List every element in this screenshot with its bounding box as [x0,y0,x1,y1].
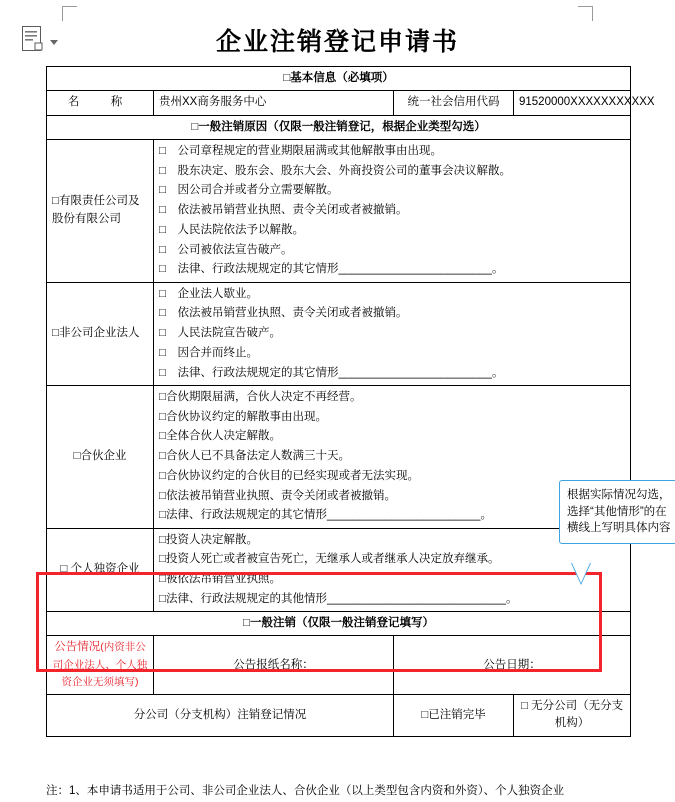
reason-item[interactable]: □合伙人已不具备法定人数满三十天。 [159,450,350,462]
page-corner-mark-top-right [578,6,593,21]
branch-row [47,695,631,737]
credit-code-value[interactable]: 91520000XXXXXXXXXXX [514,91,631,115]
general-cancel-header-row [47,612,631,636]
branch-option-none[interactable]: □ 无分公司（无分支机构） [514,695,631,737]
reason-header: □一般注销原因（仅限一般注销登记，根据企业类型勾选） [47,115,631,139]
reason-group-items-0 [154,139,631,282]
reason-item[interactable]: □全体合伙人决定解散。 [159,430,281,443]
page-title: 企业注销登记申请书 [215,27,459,56]
general-cancel-header: □一般注销（仅限一般注销登记填写） [47,612,631,636]
callout-tail [572,563,590,583]
page-corner-mark-top-left [62,6,77,21]
notice-label-pre: 公告情况 [54,641,101,654]
name-value[interactable]: 贵州XX商务服务中心 [154,91,394,115]
reason-item[interactable]: □投资人决定解散。 [159,533,258,546]
name-label: 名 称 [47,91,154,115]
notice-label-note: (内资非公司企业法人、个人独资企业无须填写) [52,641,148,688]
reason-item[interactable]: □ 人民法院宣告破产。 [159,327,281,339]
reason-group-row-3 [47,528,631,612]
basic-info-header: □基本信息（必填项） [47,67,631,91]
reason-group-items-1 [154,282,631,385]
reason-item[interactable]: □ 股东决定、股东会、股东大会、外商投资公司的董事会决议解散。 [159,164,511,177]
reason-item[interactable]: □ 因公司合并或者分立需要解散。 [159,184,339,197]
newspaper-name-label[interactable]: 公告报纸名称： [154,636,394,695]
branch-option-cancelled[interactable]: □已注销完毕 [394,695,514,737]
credit-code-label: 统一社会信用代码 [394,91,514,115]
basic-info-header-row [47,67,631,91]
branch-label: 分公司（分支机构）注销登记情况 [47,695,394,737]
reason-item[interactable]: □ 法律、行政法规规定的其它情形________________________。 [159,366,504,379]
reason-item[interactable]: □ 因合并而终止。 [159,346,258,359]
reason-group-row-2 [47,385,631,528]
reason-item[interactable]: □被依法吊销营业执照。 [159,573,281,585]
reason-item[interactable]: □依法被吊销营业执照、责令关闭或者被撤销。 [159,489,396,502]
reason-item[interactable]: □法律、行政法规规定的其他情形____________________________。 [159,592,518,605]
reason-group-label-2[interactable]: □合伙企业 [47,385,154,528]
reason-item[interactable]: □ 企业法人歇业。 [159,287,258,300]
reason-item[interactable]: □ 人民法院依法予以解散。 [159,223,304,236]
reason-group-label-3[interactable]: □ 个人独资企业 [47,528,154,612]
reason-item[interactable]: □法律、行政法规规定的其它情形________________________。 [159,509,492,522]
notice-label [47,636,154,695]
reason-item[interactable]: □ 依法被吊销营业执照、责令关闭或者被撤销。 [159,204,408,216]
reason-group-label-1[interactable]: □非公司企业法人 [47,282,154,385]
notice-date-label[interactable]: 公告日期： [394,636,631,695]
reason-header-row [47,115,631,139]
name-row [47,91,631,115]
cancellation-form [46,66,655,737]
reason-item[interactable]: □合伙协议约定的合伙目的已经实现或者无法实现。 [159,469,419,482]
footnote: 注：1、本申请书适用于公司、非公司企业法人、合伙企业（以上类型包含内资和外资）、个人独资企业 [46,785,565,797]
callout-note: 根据实际情况勾选，选择“其他情形”的在横线上写明具体内容 [559,480,675,544]
reason-item[interactable]: □合伙期限届满，合伙人决定不再经营。 [159,390,362,403]
reason-group-label-0[interactable]: □有限责任公司及股份有限公司 [47,139,154,282]
reason-item[interactable]: □ 依法被吊销营业执照、责令关闭或者被撤销。 [159,307,408,320]
notice-row [47,636,631,695]
reason-item[interactable]: □合伙协议约定的解散事由出现。 [159,410,327,423]
reason-group-row-0 [47,139,631,282]
reason-item[interactable]: □ 公司被依法宣告破产。 [159,243,293,256]
reason-item[interactable]: □ 公司章程规定的营业期限届满或其他解散事由出现。 [159,144,442,157]
reason-item[interactable]: □ 法律、行政法规规定的其它情形________________________。 [159,263,504,276]
reason-group-row-1 [47,282,631,385]
reason-item[interactable]: □投资人死亡或者被宣告死亡，无继承人或者继承人决定放弃继承。 [159,553,500,566]
